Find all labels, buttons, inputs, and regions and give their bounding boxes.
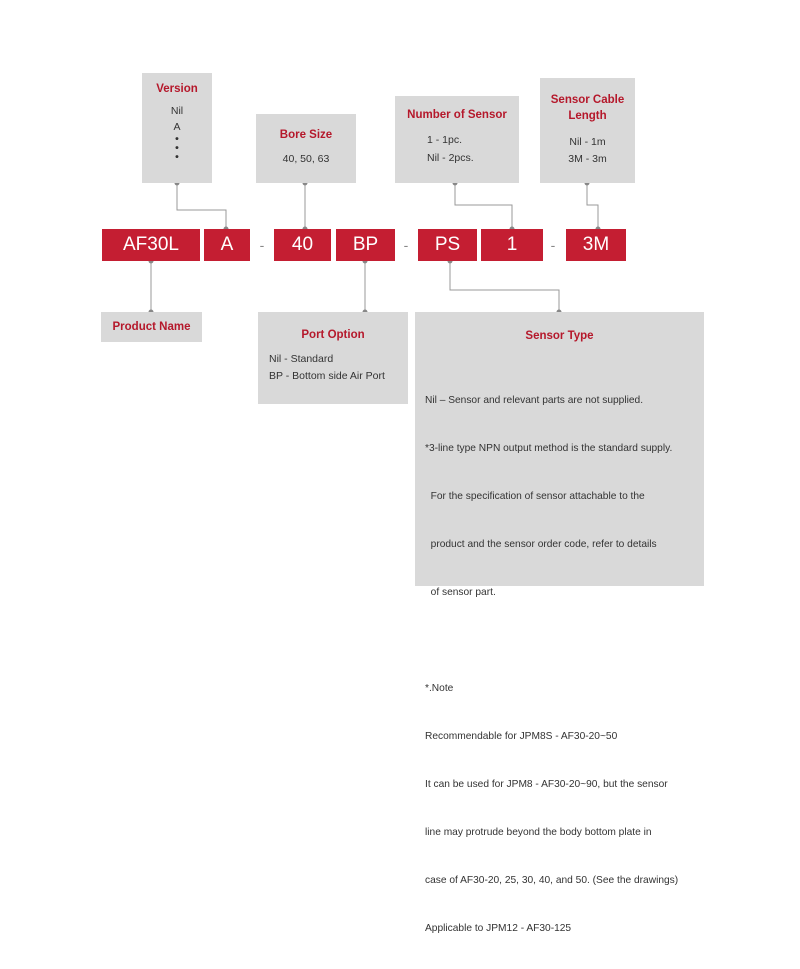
code-port: BP: [336, 229, 395, 261]
code-version: A: [204, 229, 250, 261]
port-option-nil: Nil - Standard: [269, 353, 334, 365]
version-ellipsis-dot: •: [175, 142, 179, 154]
sensor-type-line: Nil – Sensor and relevant parts are not supplied.: [425, 395, 644, 406]
sensor-type-line: For the specification of sensor attachable to the: [425, 491, 645, 502]
port-option-bp: BP - Bottom side Air Port: [269, 370, 385, 382]
version-ellipsis-dot: •: [175, 133, 179, 145]
version-box: [142, 73, 212, 183]
version-option-a: A: [173, 121, 181, 133]
sensor-type-line: product and the sensor order code, refer to details: [425, 539, 657, 550]
version-title: Version: [156, 83, 198, 95]
product-name-box: [101, 312, 202, 342]
code-separator: -: [403, 237, 409, 253]
cable-length-title-line2: Length: [568, 110, 607, 122]
cable-length-title-line1: Sensor Cable: [550, 94, 625, 106]
product-name-title: Product Name: [112, 321, 191, 333]
port-option-title: Port Option: [301, 329, 365, 341]
cable-option-3m: 3M - 3m: [568, 153, 607, 165]
sensor-type-box: [415, 312, 704, 934]
code-cable: 3M: [566, 229, 626, 261]
sensor-type-line: *3-line type NPN output method is the standard supply.: [425, 443, 673, 454]
version-connector: [177, 183, 226, 229]
sensor-type-note-line: Recommendable for JPM8S - AF30-20~50: [425, 731, 618, 742]
port-option-box: [258, 312, 408, 404]
sensor-type-note-line: line may protrude beyond the body bottom plate in: [425, 827, 652, 838]
cable-connector: [587, 183, 598, 229]
sensor-type-note-title: *.Note: [425, 683, 454, 694]
code-separator: -: [550, 237, 556, 253]
code-model: AF30L: [102, 229, 200, 261]
sensor-count-option-nil: Nil - 2pcs.: [427, 152, 474, 164]
code-sensor-count: 1: [481, 229, 543, 261]
sensor-count-connector: [455, 183, 512, 229]
number-of-sensor-box: [395, 96, 519, 183]
code-bore: 40: [274, 229, 331, 261]
sensor-count-option-1: 1 - 1pc.: [427, 134, 463, 146]
bore-size-value: 40, 50, 63: [282, 153, 330, 165]
cable-option-nil: Nil - 1m: [569, 136, 606, 148]
code-sensor: PS: [418, 229, 477, 261]
bore-size-box: [256, 114, 356, 183]
version-option-nil: Nil: [170, 105, 184, 117]
sensor-type-note-line: It can be used for JPM8 - AF30-20~90, but the sensor: [425, 779, 668, 790]
code-separator: -: [259, 237, 265, 253]
bore-size-title: Bore Size: [279, 129, 333, 141]
sensor-type-connector: [450, 261, 559, 312]
sensor-type-note-line: Applicable to JPM12 - AF30-125: [425, 923, 572, 934]
sensor-type-note-line: case of AF30-20, 25, 30, 40, and 50. (See the drawings): [425, 875, 679, 886]
sensor-type-line: of sensor part.: [425, 587, 496, 598]
sensor-type-title: Sensor Type: [525, 330, 594, 342]
version-ellipsis-dot: •: [175, 151, 179, 163]
sensor-cable-length-box: [540, 78, 635, 183]
number-of-sensor-title: Number of Sensor: [407, 109, 507, 121]
